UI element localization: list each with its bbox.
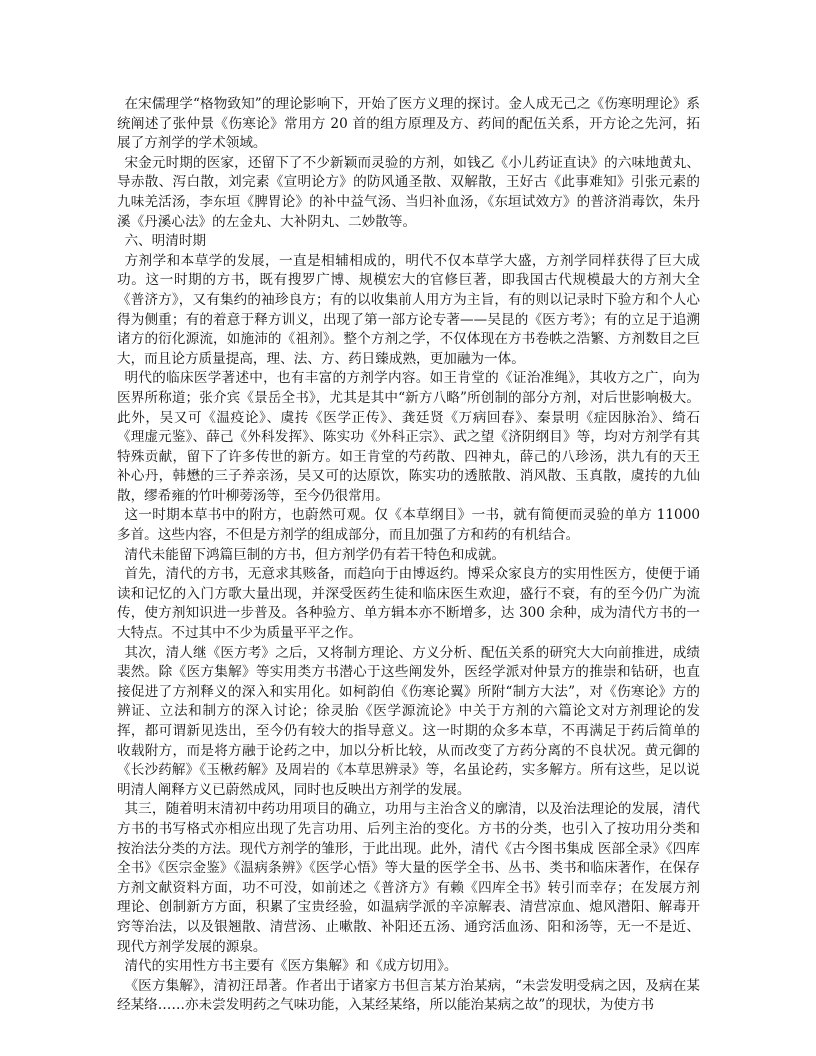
paragraph-qing-third: 其三，随着明末清初中药功用项目的确立，功用与主治含义的廓清，以及治法理论的发展，清代方书的书写格式亦相应出现了先言功用、后列主治的变化。方书的分类，也引入了按功用分类和按治法分类的方法。现代方剂学的雏形，于此出现。此外，清代《古今图书集成 医部全录》《四库全书》《医宗金鉴》《温病条辨》《医学心悟》等大量的医学全书、丛书、类书和临床著作，在保存方剂文献资料方面，功不可没，如前述之《普济方》有赖《四库全书》转引而幸存；在发展方剂理论、创制新方方面，积累了宝贵经验，如温病学派的辛凉解表、清营凉血、熄风潜阳、解毒开窍等治法，以及银翘散、清营汤、止嗽散、补阳还五汤、通窍活血汤、阳和汤等，无一不是近、现代方剂学发展的源泉。 <box>117 801 700 955</box>
paragraph-materia-medica-appendix: 这一时期本草书中的附方，也蔚然可观。仅《本草纲目》一书，就有简便而灵验的单方 11000 多首。这些内容，不但是方剂学的组成部分，而且加强了方和药的有机结合。 <box>117 507 700 544</box>
paragraph-ming-formulary-development: 方剂学和本草学的发展，一直是相辅相成的，明代不仅本草学大盛，方剂学同样获得了巨大成功。这一时期的方书，既有搜罗广博、规模宏大的官修巨著，即我国古代规模最大的方剂大全《普济方》，又有集约的袖珍良方；有的以收集前人用方为主旨，有的则以记录时下验方和个人心得为侧重；有的着意于释方训义，出现了第一部方论专著——吴昆的《医方考》；有的立足于追溯诸方的衍化源流，如施沛的《祖剂》。整个方剂之学，不仅体现在方书卷帙之浩繁、方剂数目之巨大，而且论方质量提高，理、法、方、药日臻成熟，更加融为一体。 <box>117 252 700 367</box>
paragraph-song-jin-yuan-formulas: 宋金元时期的医家，还留下了不少新颖而灵验的方剂，如钱乙《小儿药证直诀》的六味地黄丸、导赤散、泻白散，刘完素《宣明论方》的防风通圣散、双解散，王好古《此事难知》引张元素的九味羌活汤，李东垣《脾胃论》的补中益气汤、当归补血汤，《东垣试效方》的普济消毒饮，朱丹溪《丹溪心法》的左金丸、大补阴丸、二妙散等。 <box>117 154 700 230</box>
paragraph-ming-clinical-works: 明代的临床医学著述中，也有丰富的方剂学内容。如王肯堂的《证治准绳》，其收方之广，向为医界所称道；张介宾《景岳全书》，尤其是其中“新方八略”所创制的部分方剂，对后世影响极大。此外，吴又可《温疫论》、虞抟《医学正传》、龚廷贤《万病回春》、秦景明《症因脉治》、绮石《理虚元鉴》、薛己《外科发挥》、陈实功《外科正宗》、武之望《济阴纲目》等，均对方剂学有其特殊贡献，留下了许多传世的新方。如王肯堂的芍药散、四神丸，薛己的八珍汤，洪九有的天王补心丹，韩懋的三子养亲汤，吴又可的达原饮，陈实功的透脓散、消风散、玉真散，虞抟的九仙散，缪希雍的竹叶柳蒡汤等，至今仍很常用。 <box>117 370 700 504</box>
section-heading-ming-qing: 六、明清时期 <box>124 233 207 250</box>
paragraph-qing-practical-books: 清代的实用性方书主要有《医方集解》和《成方切用》。 <box>124 958 458 975</box>
paragraph-yifang-jijie: 《医方集解》，清初汪昂著。作者出于诸家方书但言某方治某病，“未尝发明受病之因，及病在某经某络……亦未尝发明药之气味功能，入某经某络，所以能治某病之故”的现状，为使方书 <box>117 977 700 1014</box>
paragraph-qing-intro: 清代未能留下鸿篇巨制的方书，但方剂学仍有若干特色和成就。 <box>124 546 506 563</box>
paragraph-qing-second: 其次，清人继《医方考》之后，又将制方理论、方义分析、配伍关系的研究大大向前推进，成绩裴然。除《医方集解》等实用类方书潜心于这些阐发外，医经学派对仲景方的推崇和钻研，也直接促进了方剂释义的深入和实用化。如柯韵伯《伤寒论翼》所附“制方大法”，对《伤寒论》方的辨证、立法和制方的深入讨论；徐灵胎《医学源流论》中关于方剂的六篇论文对方剂理论的发挥，都可谓新见迭出，至今仍有较大的指导意义。这一时期的众多本草，不再满足于药后简单的收载附方，而是将方融于论药之中，加以分析比较，从而改变了方药分离的不良状况。黄元御的《长沙药解》《玉楸药解》及周岩的《本草思辨录》等，名虽论药，实多解方。所有这些，足以说明清人阐释方义已蔚然成风，同时也反映出方剂学的发展。 <box>117 644 700 798</box>
paragraph-qing-first: 首先，清代的方书，无意求其赅备，而趋向于由博返约。博采众家良方的实用性医方，使便于诵读和记忆的入门方歌大量出现，并深受医药生徒和临床医生欢迎，盛行不衰，有的至今仍广为流传，使方剂知识进一步普及。各种验方、单方辑本亦不断增多，达 300 余种，成为清代方书的一大特点。不过其中不少为质量平平之作。 <box>117 566 700 642</box>
paragraph-song-ru-theory: 在宋儒理学“格物致知”的理论影响下，开始了医方义理的探讨。金人成无己之《伤寒明理论》系统阐述了张仲景《伤寒论》常用方 20 首的组方原理及方、药间的配伍关系，开方论之先河，拓展了方剂学的学术领域。 <box>117 96 700 152</box>
document-page <box>117 95 700 1016</box>
